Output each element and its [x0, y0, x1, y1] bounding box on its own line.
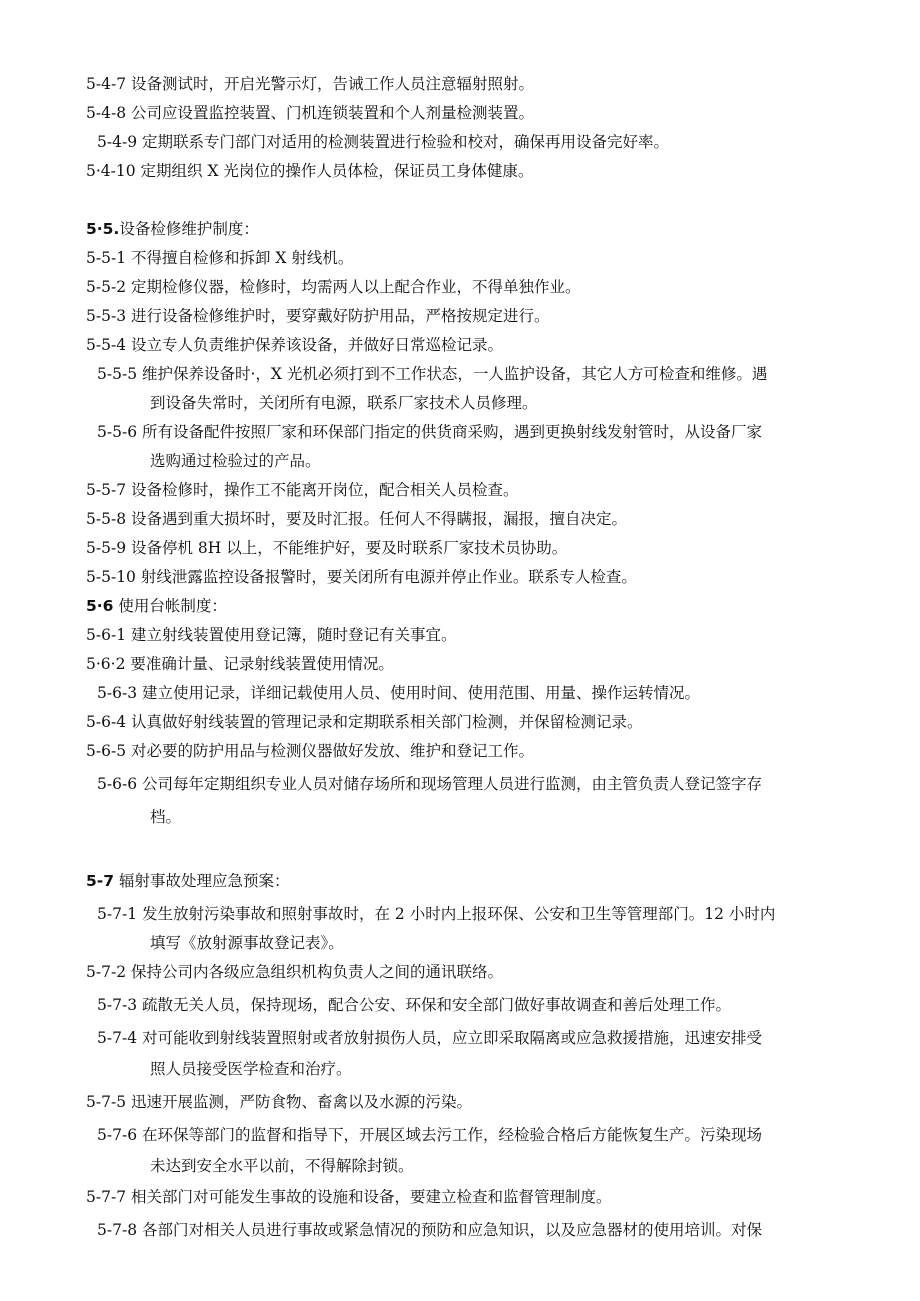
text-line: 5-5-10 射线泄露监控设备报警时，要关闭所有电源并停止作业。联系专人检查。	[86, 568, 637, 586]
text-line: 5-4-7 设备测试时，开启光警示灯，告诫工作人员注意辐射照射。	[86, 75, 534, 93]
text-line: 5-7-6 在环保等部门的监督和指导下，开展区域去污工作，经检验合格后方能恢复生产。污染现场	[97, 1126, 762, 1144]
text-line: 5·4-10 定期组织 X 光岗位的操作人员体检，保证员工身体健康。	[86, 162, 534, 180]
text-line: 档。	[150, 808, 182, 826]
text-line: 5-5-7 设备检修时，操作工不能离开岗位，配合相关人员检查。	[86, 481, 519, 499]
text-line: 5-7-5 迅速开展监测，严防食物、畜禽以及水源的污染。	[86, 1093, 472, 1111]
text-line: 照人员接受医学检查和治疗。	[150, 1060, 352, 1078]
text-line: 5-7-2 保持公司内各级应急组织机构负责人之间的通讯联络。	[86, 963, 503, 981]
text-line: 选购通过检验过的产品。	[150, 452, 321, 470]
text-line: 5-5-2 定期检修仪器，检修时，均需两人以上配合作业，不得单独作业。	[86, 278, 581, 296]
text-line: 5-7-8 各部门对相关人员进行事故或紧急情况的预防和应急知识，以及应急器材的使用培训。对保	[97, 1221, 762, 1239]
text-line: 5-7-3 疏散无关人员，保持现场，配合公安、环保和安全部门做好事故调查和善后处理工作。	[97, 996, 731, 1014]
text-line: 5-7-1 发生放射污染事故和照射事故时，在 2 小时内上报环保、公安和卫生等管理部门。12 小时内	[97, 905, 776, 923]
section-number: 5-7	[86, 872, 115, 890]
section-title: 使用台帐制度：	[118, 597, 227, 615]
section-title: 辐射事故处理应急预案：	[118, 872, 290, 890]
text-line: 5-7-4 对可能收到射线装置照射或者放射损伤人员，应立即采取隔离或应急救援措施，迅速安排受	[97, 1029, 762, 1047]
section-number: 5·5.	[86, 220, 120, 238]
section-heading	[86, 870, 289, 892]
text-line: 5-4-9 定期联系专门部门对适用的检测装置进行检验和校对，确保再用设备完好率。	[97, 133, 669, 151]
text-line: 5-5-1 不得擅自检修和拆卸 X 射线机。	[86, 249, 354, 267]
text-line: 填写《放射源事故登记表》。	[150, 934, 344, 952]
text-line: 未达到安全水平以前，不得解除封锁。	[150, 1157, 414, 1175]
text-line: 5-6-4 认真做好射线装置的管理记录和定期联系相关部门检测，并保留检测记录。	[86, 713, 643, 731]
section-heading	[86, 218, 259, 240]
text-line: 5-5-3 进行设备检修维护时，要穿戴好防护用品，严格按规定进行。	[86, 307, 550, 325]
text-line: 5·6·2 要准确计量、记录射线装置使用情况。	[86, 655, 394, 673]
text-line: 5-5-5 维护保养设备时·，X 光机必须打到不工作状态，一人监护设备，其它人方可检查和维修。遇	[97, 365, 768, 383]
section-number: 5·6	[86, 597, 114, 615]
text-line: 5-5-4 设立专人负责维护保养该设备，并做好日常巡检记录。	[86, 336, 503, 354]
section-title: 设备检修维护制度：	[119, 220, 259, 238]
text-line: 5-6-1 建立射线装置使用登记簿，随时登记有关事宜。	[86, 626, 457, 644]
text-line: 5-6-3 建立使用记录，详细记载使用人员、使用时间、使用范围、用量、操作运转情况。	[97, 684, 700, 702]
text-line: 到设备失常时，关闭所有电源，联系厂家技术人员修理。	[150, 394, 538, 412]
text-line: 5-7-7 相关部门对可能发生事故的设施和设备，要建立检查和监督管理制度。	[86, 1188, 612, 1206]
text-line: 5-6-6 公司每年定期组织专业人员对储存场所和现场管理人员进行监测，由主管负责人登记签字存	[97, 775, 762, 793]
text-line: 5-4-8 公司应设置监控装置、门机连锁装置和个人剂量检测装置。	[86, 104, 534, 122]
text-line: 5-5-6 所有设备配件按照厂家和环保部门指定的供货商采购，遇到更换射线发射管时，从设备厂家	[97, 423, 762, 441]
text-line: 5-6-5 对必要的防护用品与检测仪器做好发放、维护和登记工作。	[86, 742, 534, 760]
section-heading	[86, 595, 227, 617]
text-line: 5-5-8 设备遇到重大损坏时，要及时汇报。任何人不得瞒报，漏报，擅自决定。	[86, 510, 627, 528]
text-line: 5-5-9 设备停机 8H 以上，不能维护好，要及时联系厂家技术员协助。	[86, 539, 568, 557]
